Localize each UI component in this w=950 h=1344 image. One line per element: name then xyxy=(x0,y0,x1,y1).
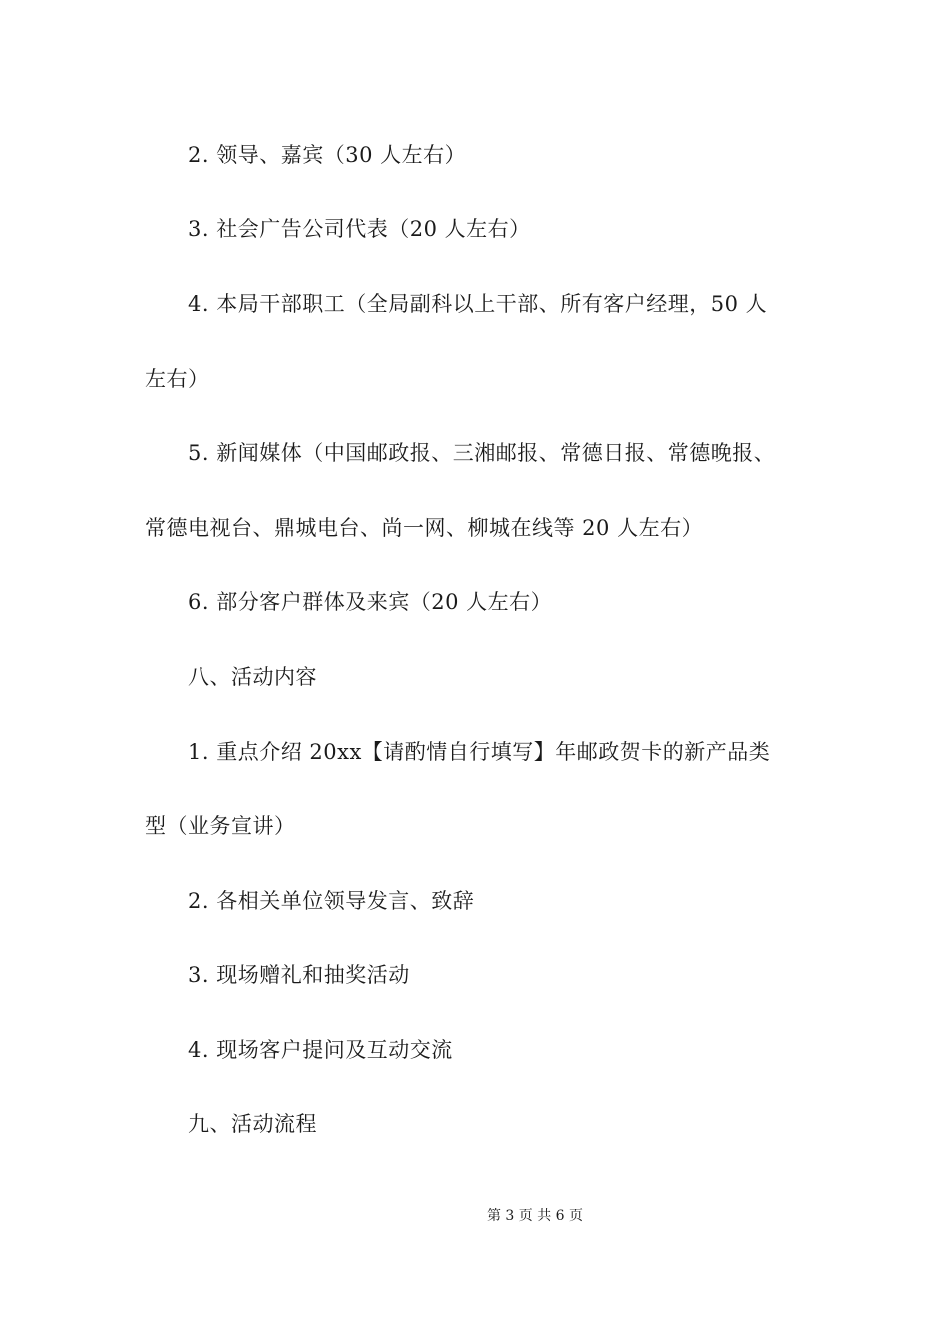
list-item-ad-companies: 3. 社会广告公司代表（20 人左右） xyxy=(188,217,531,241)
list-item-gifts-lottery: 3. 现场赠礼和抽奖活动 xyxy=(188,963,410,987)
section-heading-activity-flow: 九、活动流程 xyxy=(188,1112,317,1136)
list-item-guests: 2. 领导、嘉宾（30 人左右） xyxy=(188,143,467,167)
list-item-customers: 6. 部分客户群体及来宾（20 人左右） xyxy=(188,590,553,614)
list-item-media-continued: 常德电视台、鼎城电台、尚一网、柳城在线等 20 人左右） xyxy=(145,516,704,540)
list-item-product-intro: 1. 重点介绍 20xx【请酌情自行填写】年邮政贺卡的新产品类 xyxy=(188,740,771,764)
list-item-speeches: 2. 各相关单位领导发言、致辞 xyxy=(188,889,475,913)
list-item-staff-continued: 左右） xyxy=(145,367,210,391)
list-item-media: 5. 新闻媒体（中国邮政报、三湘邮报、常德日报、常德晚报、 xyxy=(188,441,776,465)
page-number-footer: 第 3 页 共 6 页 xyxy=(486,1208,584,1224)
list-item-staff: 4. 本局干部职工（全局副科以上干部、所有客户经理，50 人 xyxy=(188,292,768,316)
list-item-qa: 4. 现场客户提问及互动交流 xyxy=(188,1038,453,1062)
list-item-product-intro-continued: 型（业务宣讲） xyxy=(145,814,296,838)
section-heading-activity-content: 八、活动内容 xyxy=(188,665,317,689)
